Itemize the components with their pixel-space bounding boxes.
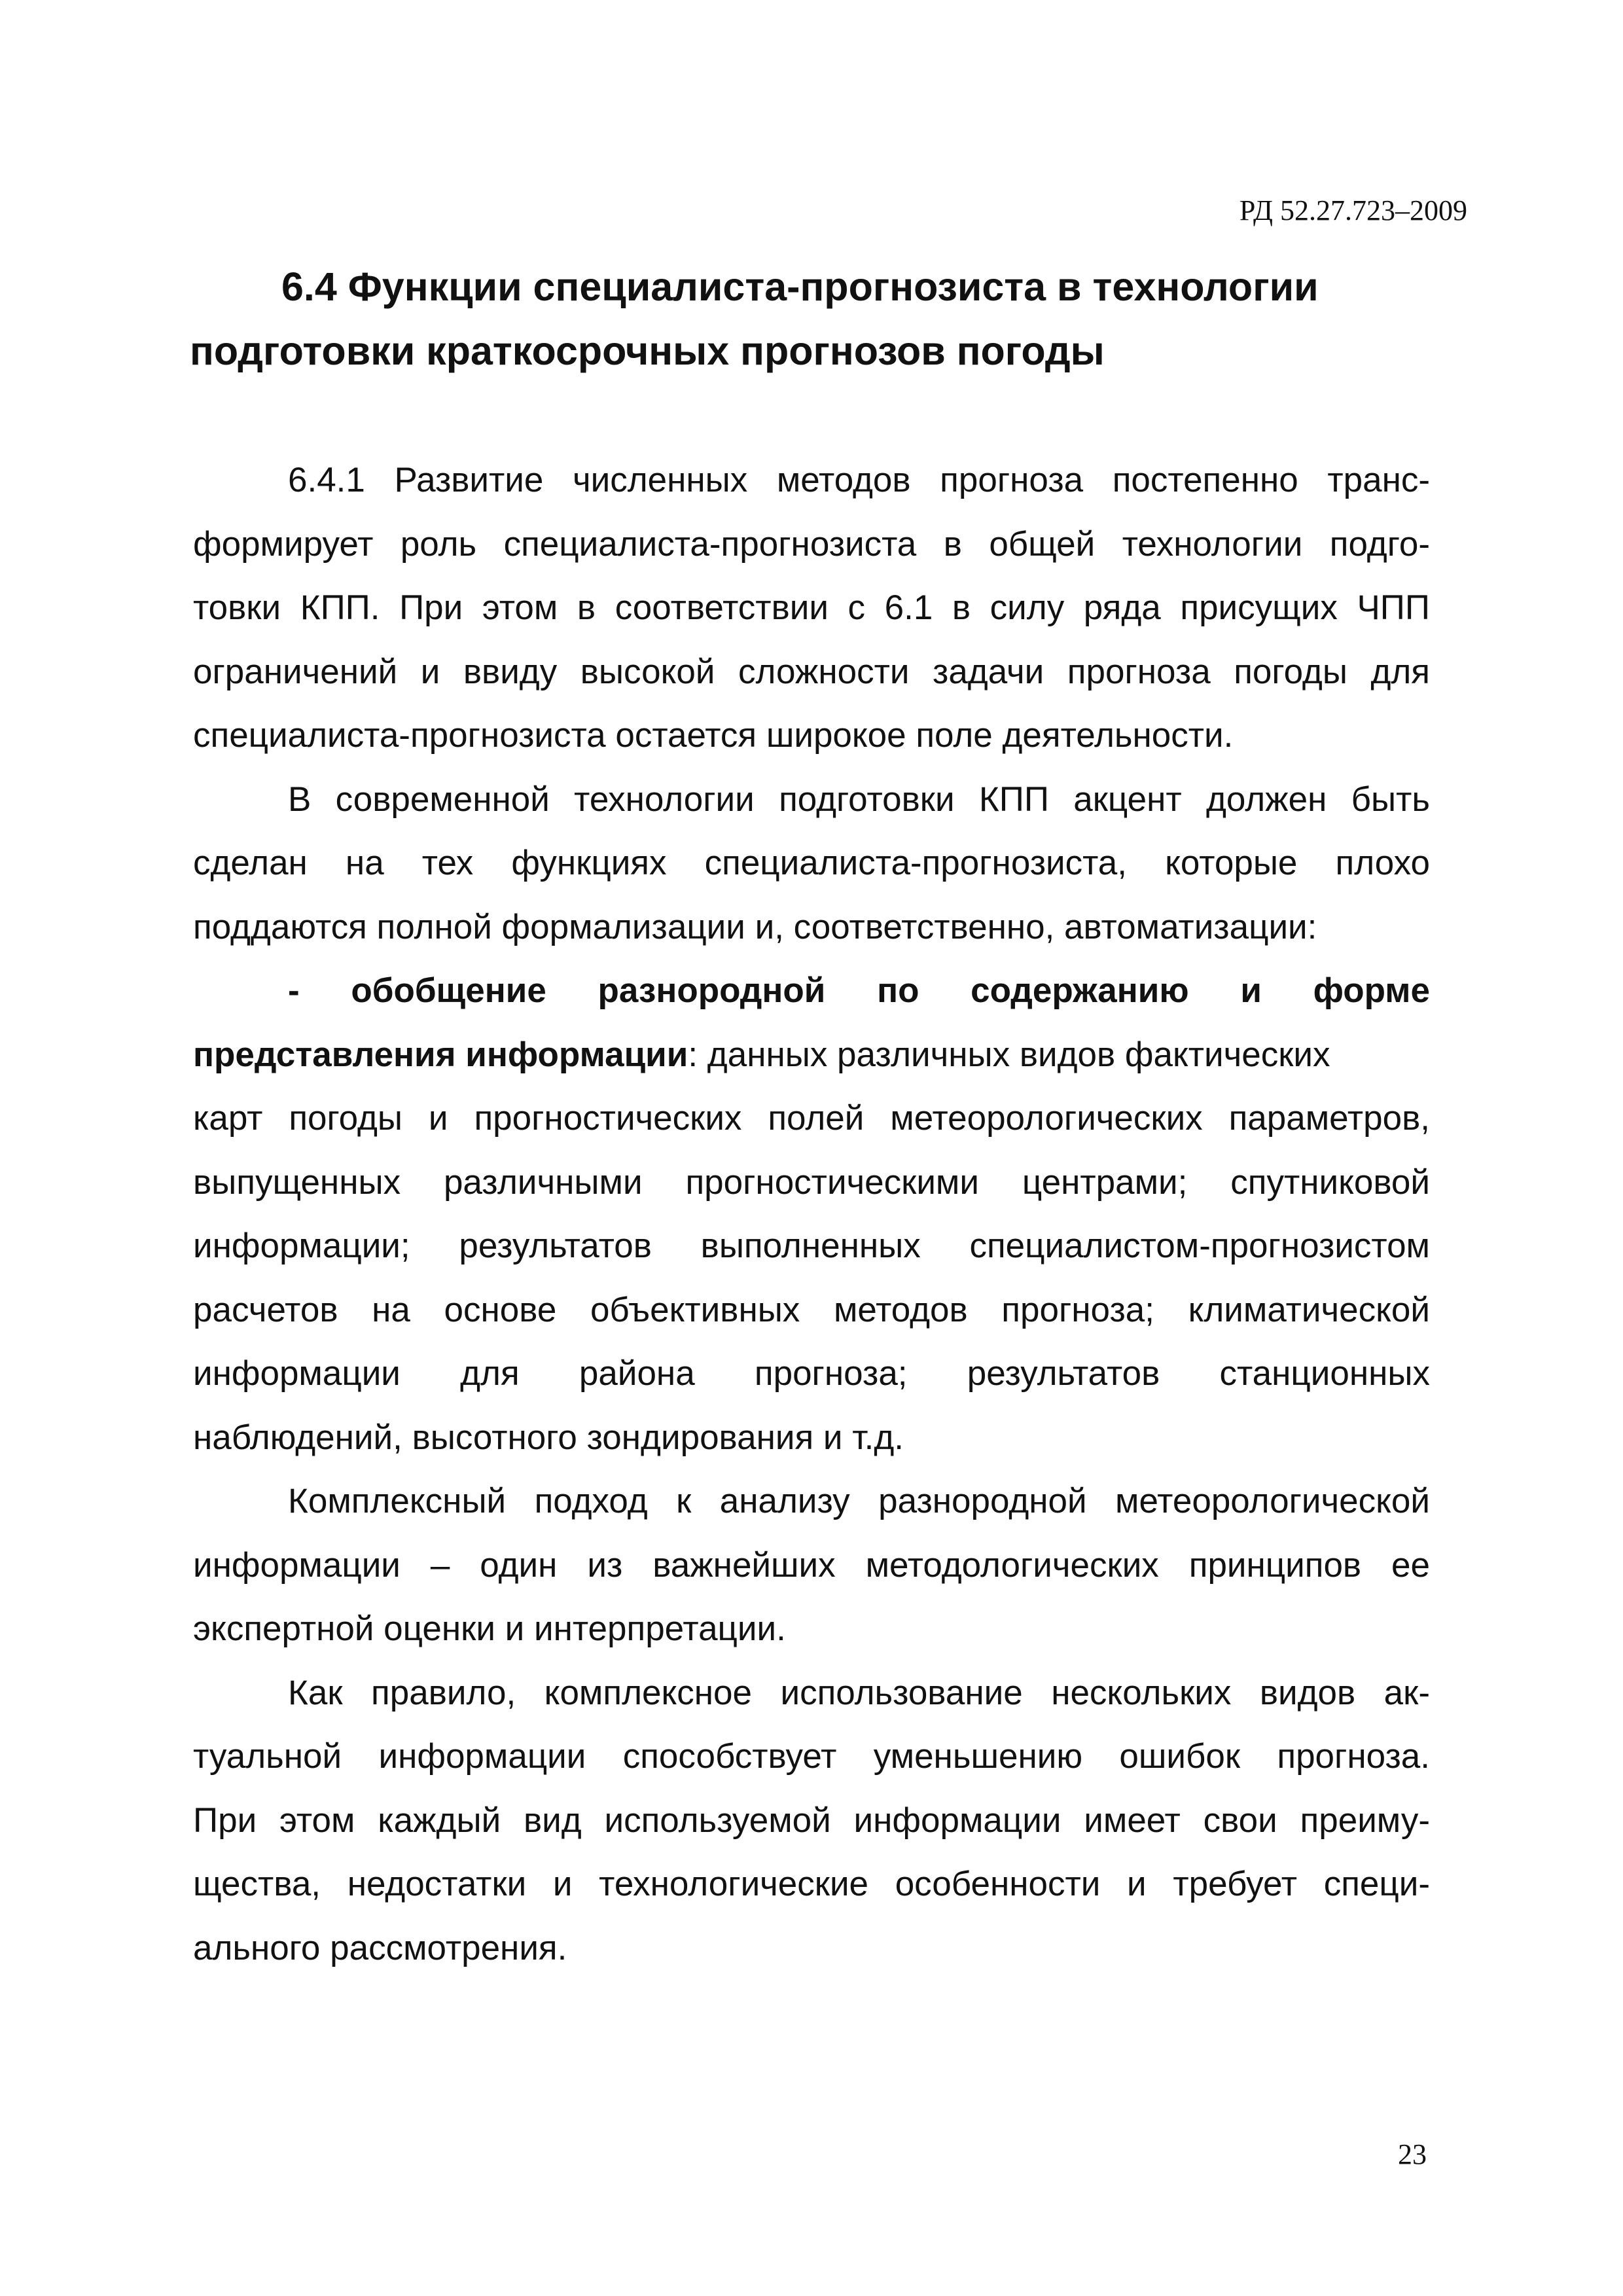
text-line: Как правило, комплексное использование нескольких видов ак-: [288, 1673, 1430, 1712]
text-line: поддаются полной формализации и, соответственно, автоматизации:: [193, 907, 1317, 946]
text-line: экспертной оценки и интерпретации.: [193, 1609, 786, 1648]
text-line: сделан на тех функциях специалиста-прогнозиста, которые плохо: [193, 844, 1430, 882]
bold-text: - обобщение разнородной по содержанию и форме: [288, 971, 1430, 1010]
section-heading-line: 6.4 Функции специалиста-прогнозиста в технологии: [281, 264, 1319, 309]
text-line: Комплексный подход к анализу разнородной метеорологической: [288, 1482, 1430, 1520]
paragraph-generalization-item: [193, 959, 1430, 1469]
paragraph-modern-technology: [193, 768, 1430, 960]
text-line: формирует роль специалиста-прогнозиста в общей технологии подго-: [193, 524, 1430, 564]
body-text: [193, 448, 1430, 1980]
text-line: ального рассмотрения.: [193, 1928, 567, 1967]
text-line: туальной информации способствует уменьшению ошибок прогноза.: [193, 1737, 1430, 1776]
document-code: РД 52.27.723–2009: [1239, 194, 1467, 226]
text-line: информации для района прогноза; результатов станционных: [193, 1354, 1430, 1393]
page-number: 23: [1398, 2138, 1427, 2170]
text-line: выпущенных различными прогностическими центрами; спутниковой: [193, 1162, 1430, 1202]
text-line: В современной технологии подготовки КПП акцент должен быть: [288, 780, 1430, 819]
text-line: специалиста-прогнозиста остается широкое поле деятельности.: [193, 716, 1234, 755]
section-heading: [190, 245, 1433, 372]
text-line: ограничений и ввиду высокой сложности задачи прогноза погоды для: [193, 652, 1430, 691]
text-line: 6.4.1 Развитие численных методов прогноза постепенно транс-: [288, 461, 1430, 499]
bold-text: представления информации: [193, 1035, 688, 1074]
section-heading-line: подготовки краткосрочных прогнозов погоды: [190, 328, 1105, 373]
text-line: карт погоды и прогностических полей метеорологических параметров,: [193, 1099, 1430, 1138]
list-item-bold-line: [193, 959, 1430, 1023]
text-line: [193, 1023, 1430, 1087]
text-line: наблюдений, высотного зондирования и т.д.: [193, 1418, 904, 1457]
paragraph-complex-approach: [193, 1469, 1430, 1661]
text-line: информации – один из важнейших методологических принципов ее: [193, 1545, 1430, 1585]
text-line: информации; результатов выполненных специалистом-прогнозистом: [193, 1227, 1430, 1265]
paragraph-as-a-rule: [193, 1661, 1430, 1981]
inline-text: : данных различных видов фактических: [688, 1035, 1330, 1074]
text-line: щества, недостатки и технологические особенности и требует специ-: [193, 1865, 1430, 1903]
text-line: расчетов на основе объективных методов прогноза; климатической: [193, 1290, 1430, 1329]
text-line: При этом каждый вид используемой информации имеет свои преиму-: [193, 1801, 1430, 1840]
paragraph-6-4-1: [193, 448, 1430, 768]
text-line: товки КПП. При этом в соответствии с 6.1 в силу ряда присущих ЧПП: [193, 588, 1430, 627]
